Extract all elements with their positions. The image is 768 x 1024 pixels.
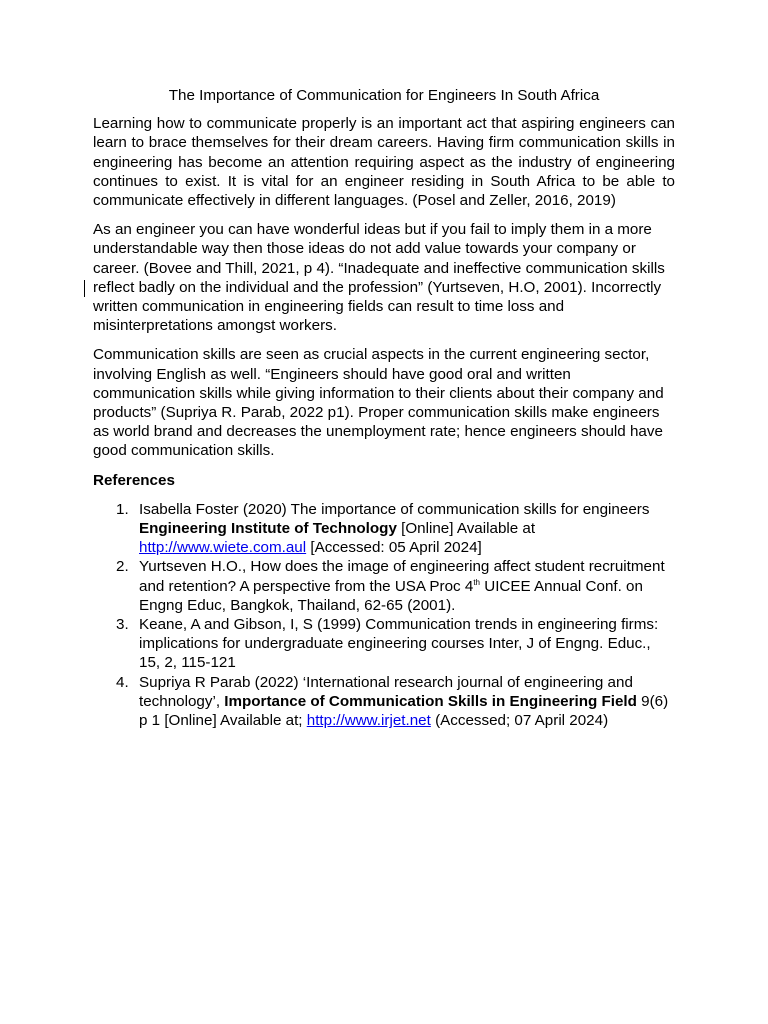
reference-link[interactable]: http://www.wiete.com.aul [139,539,307,557]
reference-text: Supriya R Parab (2022) ‘International research journal of engineering and technology’, [139,673,633,710]
references-heading: References [93,471,175,489]
reference-item-3 [93,615,675,673]
reference-bold-title: Engineering Institute of Technology [139,520,397,538]
reference-text: (Accessed; 07 April 2024) [430,712,609,730]
paragraph-1: Learning how to communicate properly is an important act that aspiring engineers can learn to brace themselves for their dream careers. Having firm communication skills in engineering has become an attention requiring aspect as the industry of engineering continues to exist. It is vital for an engineer residing in South Africa to be able to communicate effectively in different languages. (Posel and Zeller, 2016, 2019) [93,115,675,210]
paragraph-2: As an engineer you can have wonderful ideas but if you fail to imply them in a more understandable way then those ideas do not add value towards your company or career. (Bovee and Thill, 2021, p 4). “Inadequate and ineffective communication skills reflect badly on the individual and the profession” (Yurtseven, H.O, 2001). Incorrectly written communication in engineering fields can result to time loss and misinterpretations amongst workers. [93,221,665,335]
reference-text: Isabella Foster (2020) The importance of communication skills for engineers [139,500,650,518]
reference-link[interactable]: http://www.irjet.net [306,712,431,730]
reference-item-1 [93,500,675,558]
reference-text: [Online] Available at [396,520,536,538]
reference-item-2 [93,557,675,615]
reference-number: 1. [116,500,129,518]
reference-number: 3. [116,616,129,634]
reference-text: 9(6) p 1 [Online] Available at; [139,692,669,730]
reference-superscript: th [473,577,480,587]
reference-number: 2. [116,558,129,576]
text-cursor [84,280,85,297]
reference-text: [Accessed: 05 April 2024] [306,539,482,557]
paragraph-3: Communication skills are seen as crucial aspects in the current engineering sector, involving English as well. “Engineers should have good oral and written communication skills while giving information to their clients about their company and products” (Supriya R. Parab, 2022 p1). Proper communication skills make engineers as world brand and decreases the unemployment rate; hence engineers should have good communication skills. [93,346,664,460]
reference-item-4 [93,673,675,731]
reference-text: Keane, A and Gibson, I, S (1999) Communication trends in engineering firms: implications for undergraduate engineering courses Inter, J of Engng. Educ., 15, 2, 115-121 [139,616,659,672]
document-title: The Importance of Communication for Engineers In South Africa [168,87,600,104]
document-page[interactable] [93,86,675,730]
reference-text: UICEE Annual Conf. on Engng Educ, Bangkok, Thailand, 62-65 (2001). [139,577,643,614]
references-list [93,500,675,730]
reference-number: 4. [116,673,129,691]
reference-bold-title: Importance of Communication Skills in Engineering Field [224,692,637,710]
reference-text: Yurtseven H.O., How does the image of engineering affect student recruitment and retention? A perspective from the USA Proc 4 [139,558,665,595]
